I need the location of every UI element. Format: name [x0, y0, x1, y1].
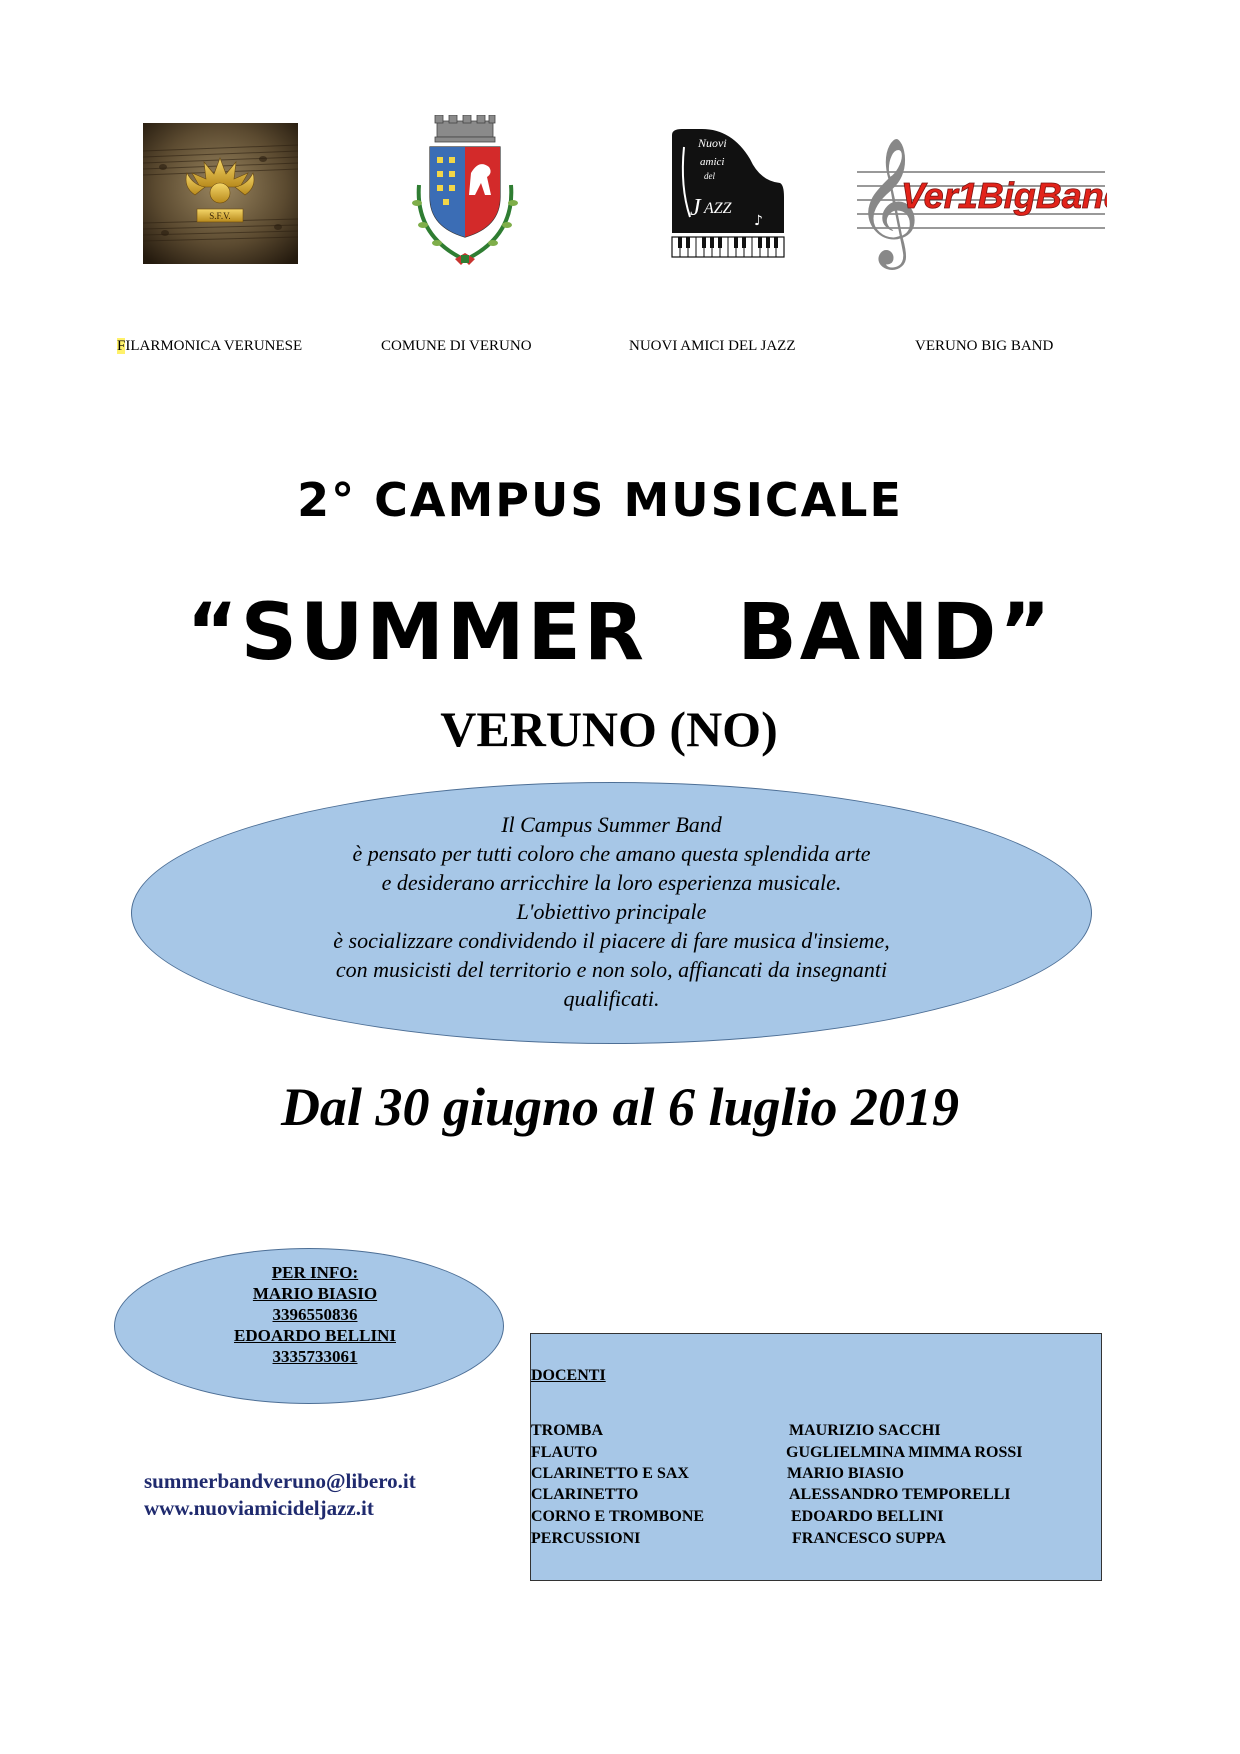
- sponsor-filarmonica-verunese: [117, 338, 302, 355]
- location-title: VERUNO (NO): [440, 701, 778, 757]
- event-dates: Dal 30 giugno al 6 luglio 2019: [280, 1077, 960, 1137]
- description-line: con musicisti del territorio e non solo, affiancati da insegnanti: [335, 957, 888, 982]
- veruno-big-band-logo: [857, 128, 1107, 270]
- info-contact-name: MARIO BIASIO: [252, 1284, 378, 1303]
- instrument: FLAUTO: [531, 1444, 598, 1461]
- description-line: Il Campus Summer Band: [501, 812, 722, 837]
- info-contact-name: EDOARDO BELLINI: [233, 1326, 396, 1345]
- teacher-name: GUGLIELMINA MIMMA ROSSI: [786, 1444, 1023, 1461]
- teacher-row: [531, 1465, 1103, 1487]
- svg-text:amici: amici: [700, 156, 725, 168]
- svg-text:J: J: [690, 195, 701, 221]
- teacher-row: [531, 1508, 1103, 1530]
- description-line: è pensato per tutti coloro che amano questa splendida arte: [352, 841, 871, 866]
- info-phone: 3396550836: [272, 1305, 358, 1324]
- highlighted-initial: F: [117, 338, 126, 354]
- campus-title: 2° CAMPUS MUSICALE: [297, 473, 903, 527]
- teacher-row: [531, 1422, 1103, 1444]
- description-line: è socializzare condividendo il piacere di fare musica d'insieme,: [333, 928, 890, 953]
- contacts: [144, 1468, 416, 1522]
- svg-text:del: del: [704, 171, 715, 181]
- svg-text:Nuovi: Nuovi: [698, 136, 727, 150]
- info-phone: 3335733061: [272, 1347, 358, 1366]
- teacher-row: [531, 1444, 1103, 1466]
- email-link[interactable]: summerbandveruno@libero.it: [144, 1469, 416, 1493]
- teacher-name: ALESSANDRO TEMPORELLI: [789, 1486, 1011, 1503]
- svg-text:𝄞: 𝄞: [857, 136, 921, 264]
- svg-text:Ver1BigBand: Ver1BigBand: [901, 175, 1107, 216]
- description-text: [131, 810, 1092, 1013]
- filarmonica-verunese-logo: [143, 123, 298, 264]
- instrument: PERCUSSIONI: [531, 1530, 641, 1547]
- sponsor-veruno-big-band: VERUNO BIG BAND: [915, 338, 1054, 354]
- teachers-box: [530, 1333, 1102, 1581]
- teacher-row: [531, 1530, 1103, 1552]
- teacher-name: MAURIZIO SACCHI: [789, 1422, 941, 1439]
- teacher-name: EDOARDO BELLINI: [791, 1508, 944, 1525]
- teacher-name: MARIO BIASIO: [787, 1465, 904, 1482]
- comune-di-veruno-coat-of-arms: [405, 115, 525, 275]
- website-link[interactable]: www.nuoviamicideljazz.it: [144, 1496, 374, 1520]
- svg-text:S.F.V.: S.F.V.: [209, 211, 231, 221]
- teachers-heading: DOCENTI: [531, 1367, 606, 1384]
- teacher-name: FRANCESCO SUPPA: [792, 1530, 946, 1547]
- description-line: e desiderano arricchire la loro esperienza musicale.: [381, 870, 842, 895]
- nuovi-amici-del-jazz-logo: [668, 127, 785, 261]
- instrument: CLARINETTO E SAX: [531, 1465, 689, 1482]
- description-line: qualificati.: [563, 986, 660, 1011]
- sponsor-nuovi-amici-del-jazz: NUOVI AMICI DEL JAZZ: [629, 338, 796, 354]
- sponsor-comune-di-veruno: COMUNE DI VERUNO: [381, 338, 532, 354]
- instrument: CORNO E TROMBONE: [531, 1508, 705, 1525]
- description-line: L'obiettivo principale: [516, 899, 707, 924]
- info-heading: PER INFO:: [271, 1263, 359, 1282]
- summer-band-title: “SUMMER BAND”: [186, 588, 1054, 678]
- sponsor-filarmonica-rest: ILARMONICA VERUNESE: [125, 338, 303, 354]
- svg-text:♪: ♪: [754, 213, 763, 229]
- instrument: CLARINETTO: [531, 1486, 639, 1503]
- svg-text:AZZ: AZZ: [704, 200, 732, 217]
- teacher-row: [531, 1486, 1103, 1508]
- info-text: [120, 1262, 510, 1367]
- instrument: TROMBA: [531, 1422, 603, 1439]
